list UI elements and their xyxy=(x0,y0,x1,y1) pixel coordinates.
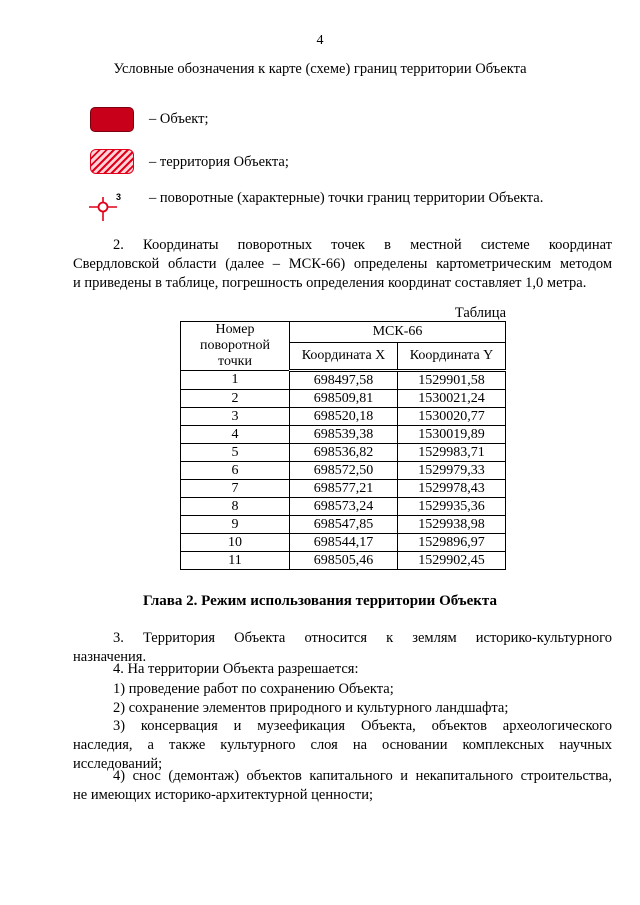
legend-title: Условные обозначения к карте (схеме) границ территории Объекта xyxy=(113,61,527,77)
cell-point-number: 3 xyxy=(181,408,290,426)
paragraph-line: 2. Координаты поворотных точек в местной системе координат xyxy=(113,237,612,253)
cell-coordinate-x: 698573,24 xyxy=(290,498,398,516)
legend-label-turning-point: – поворотные (характерные) точки границ территории Объекта. xyxy=(149,190,544,206)
paragraph-line: 2) сохранение элементов природного и культурного ландшафта; xyxy=(113,700,509,716)
cell-coordinate-x: 698505,46 xyxy=(290,552,398,570)
cell-coordinate-y: 1529938,98 xyxy=(398,516,506,534)
cell-coordinate-y: 1529902,45 xyxy=(398,552,506,570)
cell-coordinate-x: 698577,21 xyxy=(290,480,398,498)
table-row xyxy=(181,462,506,480)
turning-point-number: 3 xyxy=(116,192,122,202)
paragraph-line: 3) консервация и музеефикация Объекта, объектов археологического xyxy=(113,718,612,734)
table-row xyxy=(181,534,506,552)
cell-coordinate-x: 698547,85 xyxy=(290,516,398,534)
paragraph-line: 4. На территории Объекта разрешается: xyxy=(113,661,359,677)
table-row xyxy=(181,408,506,426)
table-row xyxy=(181,444,506,462)
cell-coordinate-x: 698572,50 xyxy=(290,462,398,480)
cell-point-number: 10 xyxy=(181,534,290,552)
object-area-symbol xyxy=(90,107,134,132)
table-row xyxy=(181,480,506,498)
paragraph-line: наследия, а также культурного слоя на основании комплексных научных xyxy=(73,737,612,753)
page-number: 4 xyxy=(316,33,324,48)
cell-coordinate-y: 1529983,71 xyxy=(398,444,506,462)
cell-coordinate-x: 698497,58 xyxy=(290,371,398,390)
chapter-paragraph-4 xyxy=(73,660,612,679)
header-coordinate-y: Координата Y xyxy=(398,343,506,371)
section-2-paragraph xyxy=(73,236,612,293)
paragraph-line: 1) проведение работ по сохранению Объекта; xyxy=(113,681,394,697)
table-row xyxy=(181,426,506,444)
legend-label-territory: – территория Объекта; xyxy=(149,154,289,170)
cell-point-number: 5 xyxy=(181,444,290,462)
coordinates-table-body xyxy=(181,371,506,570)
paragraph-line: исследований; xyxy=(73,756,163,772)
cell-coordinate-x: 698536,82 xyxy=(290,444,398,462)
paragraph-line: Свердловской области (далее – МСК-66) определены картометрическим методом xyxy=(73,256,612,272)
cell-coordinate-x: 698520,18 xyxy=(290,408,398,426)
cell-coordinate-y: 1530020,77 xyxy=(398,408,506,426)
header-coordinate-system: МСК-66 xyxy=(290,322,506,343)
cell-point-number: 6 xyxy=(181,462,290,480)
list-item-4 xyxy=(73,767,612,805)
cell-point-number: 7 xyxy=(181,480,290,498)
cell-point-number: 8 xyxy=(181,498,290,516)
cell-point-number: 4 xyxy=(181,426,290,444)
cell-coordinate-y: 1530019,89 xyxy=(398,426,506,444)
legend-label-object: – Объект; xyxy=(149,111,209,127)
cell-coordinate-y: 1529896,97 xyxy=(398,534,506,552)
cell-coordinate-y: 1529901,58 xyxy=(398,371,506,390)
cell-point-number: 1 xyxy=(181,371,290,390)
cell-coordinate-y: 1530021,24 xyxy=(398,390,506,408)
cell-point-number: 2 xyxy=(181,390,290,408)
table-row xyxy=(181,390,506,408)
header-coordinate-x: Координата X xyxy=(290,343,398,371)
cell-coordinate-x: 698544,17 xyxy=(290,534,398,552)
paragraph-line: 3. Территория Объекта относится к землям историко-культурного xyxy=(113,630,612,646)
table-row xyxy=(181,371,506,390)
coordinates-table xyxy=(180,321,506,570)
cell-point-number: 9 xyxy=(181,516,290,534)
paragraph-line: 4) снос (демонтаж) объектов капитального и некапитального строительства, xyxy=(113,768,612,784)
cell-coordinate-y: 1529978,43 xyxy=(398,480,506,498)
table-row xyxy=(181,552,506,570)
cell-coordinate-x: 698509,81 xyxy=(290,390,398,408)
table-row xyxy=(181,498,506,516)
turning-point-symbol xyxy=(87,188,127,222)
paragraph-line: не имеющих историко-архитектурной ценности; xyxy=(73,787,374,803)
paragraph-line: и приведены в таблице, погрешность определения координат составляет 1,0 метра. xyxy=(73,275,587,291)
table-caption: Таблица xyxy=(454,305,506,321)
cell-coordinate-x: 698539,38 xyxy=(290,426,398,444)
cell-coordinate-y: 1529979,33 xyxy=(398,462,506,480)
chapter-title: Глава 2. Режим использования территории Объекта xyxy=(143,593,497,609)
list-item-1 xyxy=(73,680,612,699)
list-item-3 xyxy=(73,717,612,774)
object-territory-hatched-symbol xyxy=(90,149,134,174)
table-row xyxy=(181,516,506,534)
header-point-number: Номер поворотной точки xyxy=(181,322,290,371)
paragraph-line: назначения. xyxy=(73,649,147,665)
cell-point-number: 11 xyxy=(181,552,290,570)
list-item-2 xyxy=(73,699,612,718)
cell-coordinate-y: 1529935,36 xyxy=(398,498,506,516)
